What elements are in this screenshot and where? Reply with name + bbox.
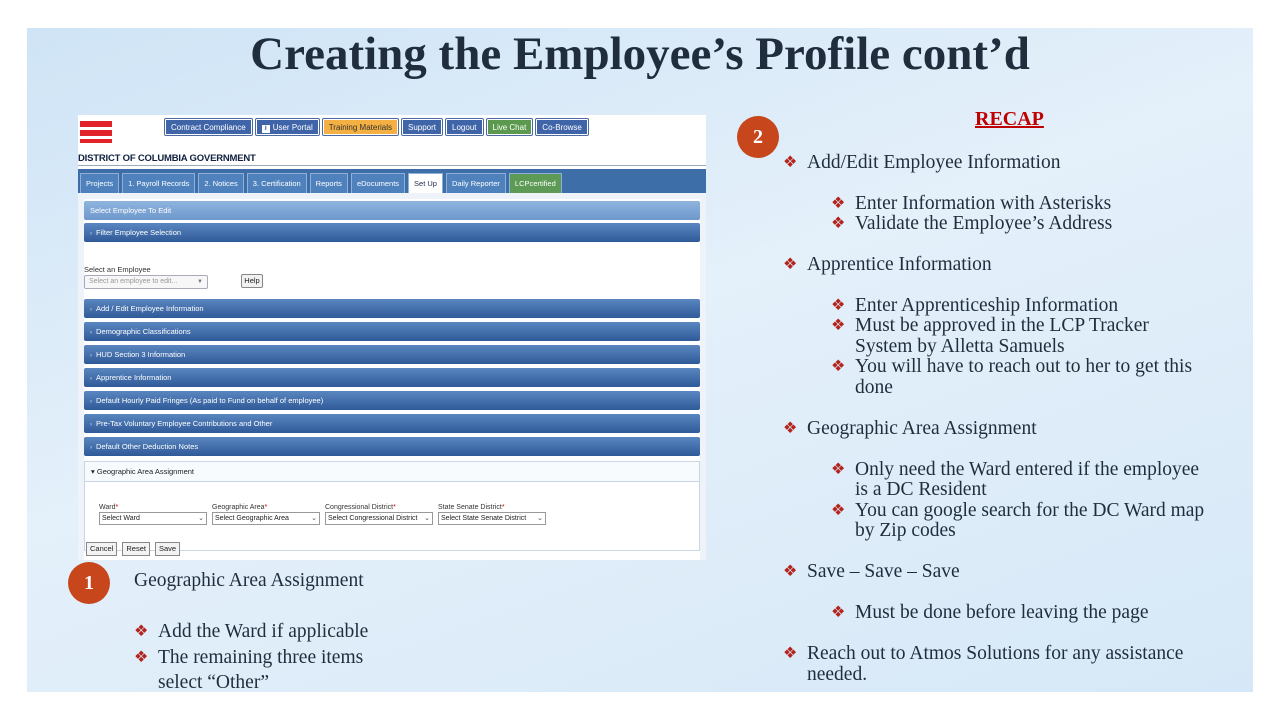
recap-item: [783, 643, 1184, 664]
filter-employee-section[interactable]: [84, 223, 700, 242]
section-label: HUD Section 3 Information: [96, 350, 186, 359]
main-nav: [78, 169, 706, 193]
select-employee-header: Select Employee To Edit: [84, 201, 700, 220]
tab-projects[interactable]: Projects: [80, 173, 119, 193]
geographic-area-field: Geographic Area* Select Geographic Area ⌄: [212, 504, 320, 525]
diamond-bullet-icon: ❖: [831, 297, 846, 314]
left-bullet-continued: select “Other”: [158, 672, 269, 693]
chevron-down-icon: ▼: [197, 279, 203, 285]
left-bullet-text: Add the Ward if applicable: [158, 621, 369, 642]
info-icon: i: [262, 125, 270, 133]
recap-item: [783, 418, 1037, 439]
top-button-bar: [165, 119, 588, 135]
cancel-button[interactable]: Cancel: [86, 542, 117, 556]
diamond-bullet-icon: ❖: [783, 154, 798, 171]
recap-item-text: Reach out to Atmos Solutions for any assistance: [807, 643, 1184, 664]
left-heading: Geographic Area Assignment: [134, 570, 364, 591]
recap-subitem: [831, 315, 1149, 336]
chevron-down-icon: ⌄: [537, 515, 543, 522]
recap-subitem: [831, 213, 1113, 234]
state-senate-district-label: State Senate District: [438, 504, 502, 511]
chevron-right-icon: ›: [90, 330, 92, 336]
geographic-area-select-value: Select Geographic Area: [215, 515, 289, 522]
left-bullet: [134, 621, 369, 642]
diamond-bullet-icon: ❖: [831, 358, 846, 375]
live-chat-button[interactable]: Live Chat: [487, 119, 533, 135]
recap-item-text: Apprentice Information: [807, 254, 992, 275]
section-pretax[interactable]: [84, 414, 700, 433]
chevron-right-icon: ›: [90, 376, 92, 382]
step-badge-1: 1: [68, 562, 110, 604]
left-bullet: [134, 647, 364, 668]
diamond-bullet-icon: ❖: [831, 461, 846, 478]
recap-item-text: Save – Save – Save: [807, 561, 960, 582]
diamond-bullet-icon: ❖: [134, 649, 149, 666]
section-label: Demographic Classifications: [96, 327, 191, 336]
chevron-right-icon: ›: [90, 307, 92, 313]
section-demographic[interactable]: [84, 322, 700, 341]
recap-subitem-text: Must be done before leaving the page: [855, 602, 1149, 623]
recap-item: [783, 561, 960, 582]
recap-item-text: Add/Edit Employee Information: [807, 152, 1061, 173]
recap-subitem-text: Validate the Employee’s Address: [855, 213, 1113, 234]
recap-subitem-text: You will have to reach out to her to get this: [855, 356, 1193, 377]
slide-title: Creating the Employee’s Profile cont’d: [250, 28, 1030, 80]
tab-lcpcertified[interactable]: LCPcertified: [509, 173, 562, 193]
geographic-area-title: Geographic Area Assignment: [96, 467, 195, 476]
chevron-down-icon: ⌄: [424, 515, 430, 522]
geographic-area-select[interactable]: [212, 512, 320, 525]
diamond-bullet-icon: ❖: [831, 195, 846, 212]
state-senate-district-field: State Senate District* Select State Senate District ⌄: [438, 504, 546, 525]
diamond-bullet-icon: ❖: [783, 645, 798, 662]
geographic-area-header[interactable]: [85, 462, 699, 482]
state-senate-district-select-value: Select State Senate District: [441, 515, 527, 522]
contract-compliance-button[interactable]: Contract Compliance: [165, 119, 252, 135]
tab-certification[interactable]: 3. Certification: [247, 173, 307, 193]
diamond-bullet-icon: ❖: [783, 563, 798, 580]
training-materials-button[interactable]: Training Materials: [323, 119, 398, 135]
section-label: Apprentice Information: [96, 373, 172, 382]
diamond-bullet-icon: ❖: [831, 502, 846, 519]
recap-item: [783, 152, 1061, 173]
congressional-district-label: Congressional District: [325, 504, 394, 511]
congressional-district-select-value: Select Congressional District: [328, 515, 418, 522]
tab-reports[interactable]: Reports: [310, 173, 348, 193]
section-label: Default Hourly Paid Fringes (As paid to Fund on behalf of employee): [96, 396, 324, 405]
recap-subitem-text: Enter Information with Asterisks: [855, 193, 1112, 214]
diamond-bullet-icon: ❖: [831, 604, 846, 621]
government-name: DISTRICT OF COLUMBIA GOVERNMENT: [78, 153, 256, 164]
recap-subitem: [831, 295, 1119, 316]
recap-item: [783, 254, 992, 275]
select-employee-label: Select an Employee: [84, 265, 151, 274]
recap-subitem-continued: by Zip codes: [855, 520, 956, 541]
app-screenshot: [78, 115, 706, 560]
geographic-area-panel: [84, 461, 700, 551]
recap-subitem-text: Enter Apprenticeship Information: [855, 295, 1119, 316]
section-label: Default Other Deduction Notes: [96, 442, 199, 451]
geographic-area-label: Geographic Area: [212, 504, 265, 511]
employee-select[interactable]: [84, 275, 208, 289]
recap-subitem-continued: done: [855, 377, 893, 398]
tab-notices[interactable]: 2. Notices: [198, 173, 243, 193]
section-fringes[interactable]: [84, 391, 700, 410]
section-label: Pre-Tax Voluntary Employee Contributions and Other: [96, 419, 273, 428]
section-apprentice[interactable]: [84, 368, 700, 387]
tab-edocuments[interactable]: eDocuments: [351, 173, 405, 193]
caret-down-icon: ▾: [91, 467, 97, 476]
chevron-down-icon: ⌄: [198, 515, 204, 522]
employee-select-placeholder: Select an employee to edit...: [89, 278, 178, 285]
recap-item-continued: needed.: [807, 664, 868, 685]
diamond-bullet-icon: ❖: [831, 215, 846, 232]
header-divider: [78, 165, 706, 166]
support-button[interactable]: Support: [402, 119, 442, 135]
save-button[interactable]: Save: [155, 542, 180, 556]
logout-button[interactable]: Logout: [446, 119, 482, 135]
diamond-bullet-icon: ❖: [134, 623, 149, 640]
recap-subitem-continued: is a DC Resident: [855, 479, 987, 500]
filter-employee-label: Filter Employee Selection: [96, 228, 182, 237]
left-bullet-text: The remaining three items: [158, 647, 364, 668]
help-button[interactable]: Help: [241, 274, 263, 288]
diamond-bullet-icon: ❖: [783, 420, 798, 437]
ward-select[interactable]: [99, 512, 207, 525]
chevron-right-icon: ›: [90, 231, 92, 237]
chevron-right-icon: ›: [90, 353, 92, 359]
state-senate-district-select[interactable]: [438, 512, 546, 525]
congressional-district-field: Congressional District* Select Congressional District ⌄: [325, 504, 433, 525]
section-add-edit-employee[interactable]: [84, 299, 700, 318]
recap-subitem: [831, 193, 1112, 214]
user-portal-button[interactable]: [256, 119, 319, 135]
ward-label: Ward: [99, 504, 116, 511]
recap-heading: RECAP: [975, 108, 1044, 130]
tab-daily-reporter[interactable]: Daily Reporter: [446, 173, 506, 193]
ward-select-value: Select Ward: [102, 515, 140, 522]
co-browse-button[interactable]: Co-Browse: [536, 119, 588, 135]
recap-subitem-text: Must be approved in the LCP Tracker: [855, 315, 1149, 336]
employee-form-panel: [84, 199, 700, 560]
recap-item-text: Geographic Area Assignment: [807, 418, 1037, 439]
setup-content: [78, 193, 706, 560]
section-label: Add / Edit Employee Information: [96, 304, 204, 313]
dc-flag-logo: [80, 119, 112, 143]
diamond-bullet-icon: ❖: [831, 317, 846, 334]
recap-subitem: [831, 459, 1200, 480]
diamond-bullet-icon: ❖: [783, 256, 798, 273]
recap-subitem: [831, 500, 1205, 521]
chevron-right-icon: ›: [90, 445, 92, 451]
recap-subitem-continued: System by Alletta Samuels: [855, 336, 1065, 357]
section-hud[interactable]: [84, 345, 700, 364]
tab-payroll-records[interactable]: 1. Payroll Records: [122, 173, 195, 193]
chevron-down-icon: ⌄: [311, 515, 317, 522]
form-button-row: [86, 542, 180, 556]
recap-subitem: [831, 356, 1193, 377]
step-badge-2: 2: [737, 116, 779, 158]
ward-field: Ward* Select Ward ⌄: [99, 504, 207, 525]
recap-subitem-text: Only need the Ward entered if the employee: [855, 459, 1200, 480]
tab-set-up[interactable]: Set Up: [408, 173, 443, 193]
user-portal-label: User Portal: [272, 123, 313, 132]
section-deduction-notes[interactable]: [84, 437, 700, 456]
congressional-district-select[interactable]: [325, 512, 433, 525]
recap-subitem: [831, 602, 1149, 623]
chevron-right-icon: ›: [90, 399, 92, 405]
recap-subitem-text: You can google search for the DC Ward map: [855, 500, 1205, 521]
chevron-right-icon: ›: [90, 422, 92, 428]
reset-button[interactable]: Reset: [122, 542, 150, 556]
